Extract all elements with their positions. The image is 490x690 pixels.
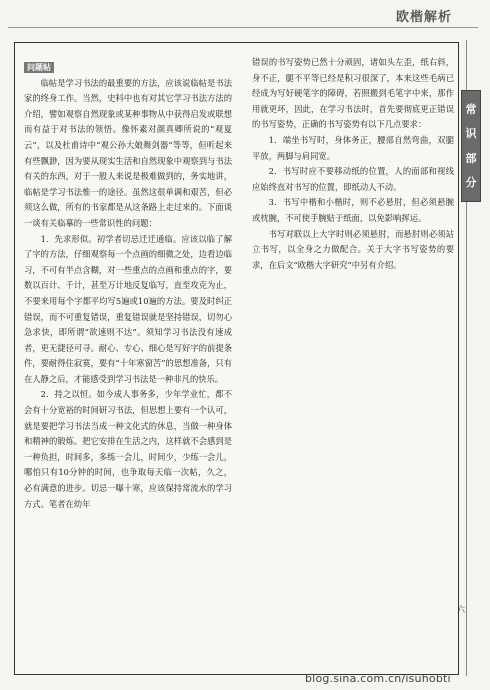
section-tag: 问题帖	[24, 62, 54, 73]
header-title: 欧楷解析	[396, 10, 453, 25]
left-paragraph-point-1: 1．先求形似。初学者切忌迁迁通临。应该以临了解了字的方法，仔细观察每一个点画的细微之处，边看边临习，不可有半点含糊，对一些重点的点画和重点的字，要数以百计、千计，甚至万计地反复临写，直至攻克为止，不要来用每个字都平均写5遍或10遍的方法。要及时纠正错误，而不可重复错误，重复错误就是坚持错误，切勿心急求快，即所谓“欲速则不达”。须知学习书法没有速成者，更无捷径可寻。耐心、专心、细心是写好字的前提条件，要耐得住寂寞，要有“十年寒窗苦”的思想准备，只有在人静之后，才能感受到学习书法是一种非凡的快乐。	[24, 233, 232, 384]
left-paragraph-intro: 临帖是学习书法的最重要的方法，应该说临帖是书法家的终身工作。当然，史料中也有对其它学习书法方法的介绍，譬如观察自然现象或某种事物从中获得启发或联想而有益于对书法的领悟。像怀素对颜真卿所说的“观夏云”，以及杜甫诗中“观公孙大娘舞剑器”等等，但听起来有些飘渺，因为要从现实生活和自然现象中观察到与书法有关的东西，对于一般人来说是极难做到的，务实地讲，临帖是学习书法惟一的途径。虽然这很单调和艰苦，但必须这么做，所有的书家都是从这条路上走过来的。下面谈一谈有关临摹的一些常识性的问题：	[24, 77, 232, 228]
left-column	[24, 60, 232, 512]
right-paragraph-large-characters: 书写对联以上大字时则必须悬肘，而悬肘则必须站立书写，以全身之力做配合。关于大字书写姿势的要求，在后文“欧楷大字研究”中另有介绍。	[252, 228, 454, 270]
right-paragraph-req-1: 1．端坐书写时，身体务正，腰部自然弯曲，双腿平放，两脚与肩同宽。	[252, 134, 454, 161]
right-paragraph-req-3: 3．书写中楷和小楷时，则不必悬肘，但必须悬腕或枕腕，不可使手腕贴于纸面，以免影响挥运。	[252, 197, 454, 223]
side-section-tab	[461, 90, 481, 202]
right-paragraph-posture: 错误的书写姿势已然十分顽固，诸如头左歪，纸右斜，身不正，腿不平等已经是积习很深了，本来这些毛病已经成为写好硬笔字的障碍，若照搬到毛笔字中来，那作用就更坏，因此，在学习书法时，首先要彻底更正错误的书写姿势，正确的书写姿势有以下几点要求：	[252, 57, 454, 130]
right-paragraph-req-2: 2．书写时应不要移动纸的位置，人的面部和视线应始终直对书写的位置，即纸动人不动。	[252, 166, 454, 192]
side-tab-char-3: 部	[465, 151, 477, 165]
side-tab-char-2: 识	[465, 127, 477, 141]
left-paragraph-point-2: 2．持之以恒。如今成人事务多，少年学业忙，都不会有十分宽裕的时间研习书法，但思想上要有一个认可，就是要把学习书法当成一种文化式的休息，当做一种身体和精神的锻炼。把它安排在生活之内，这样就不会感到是一种负担，时间多，多练一会儿，时间少，少练一会儿，哪怕只有10分钟的时间，也争取每天临一次帖，久之，必有满意的进步。切忌一曝十寒，应该保持常流水的学习方式。笔者在幼年	[24, 389, 232, 509]
header-divider	[8, 27, 478, 28]
right-column	[252, 55, 454, 273]
side-tab-char-1: 常	[465, 102, 477, 116]
blog-watermark: blog.sina.com.cn/isuhobti	[305, 672, 451, 685]
side-tab-char-4: 分	[465, 176, 477, 190]
page-number: 六	[457, 605, 465, 614]
